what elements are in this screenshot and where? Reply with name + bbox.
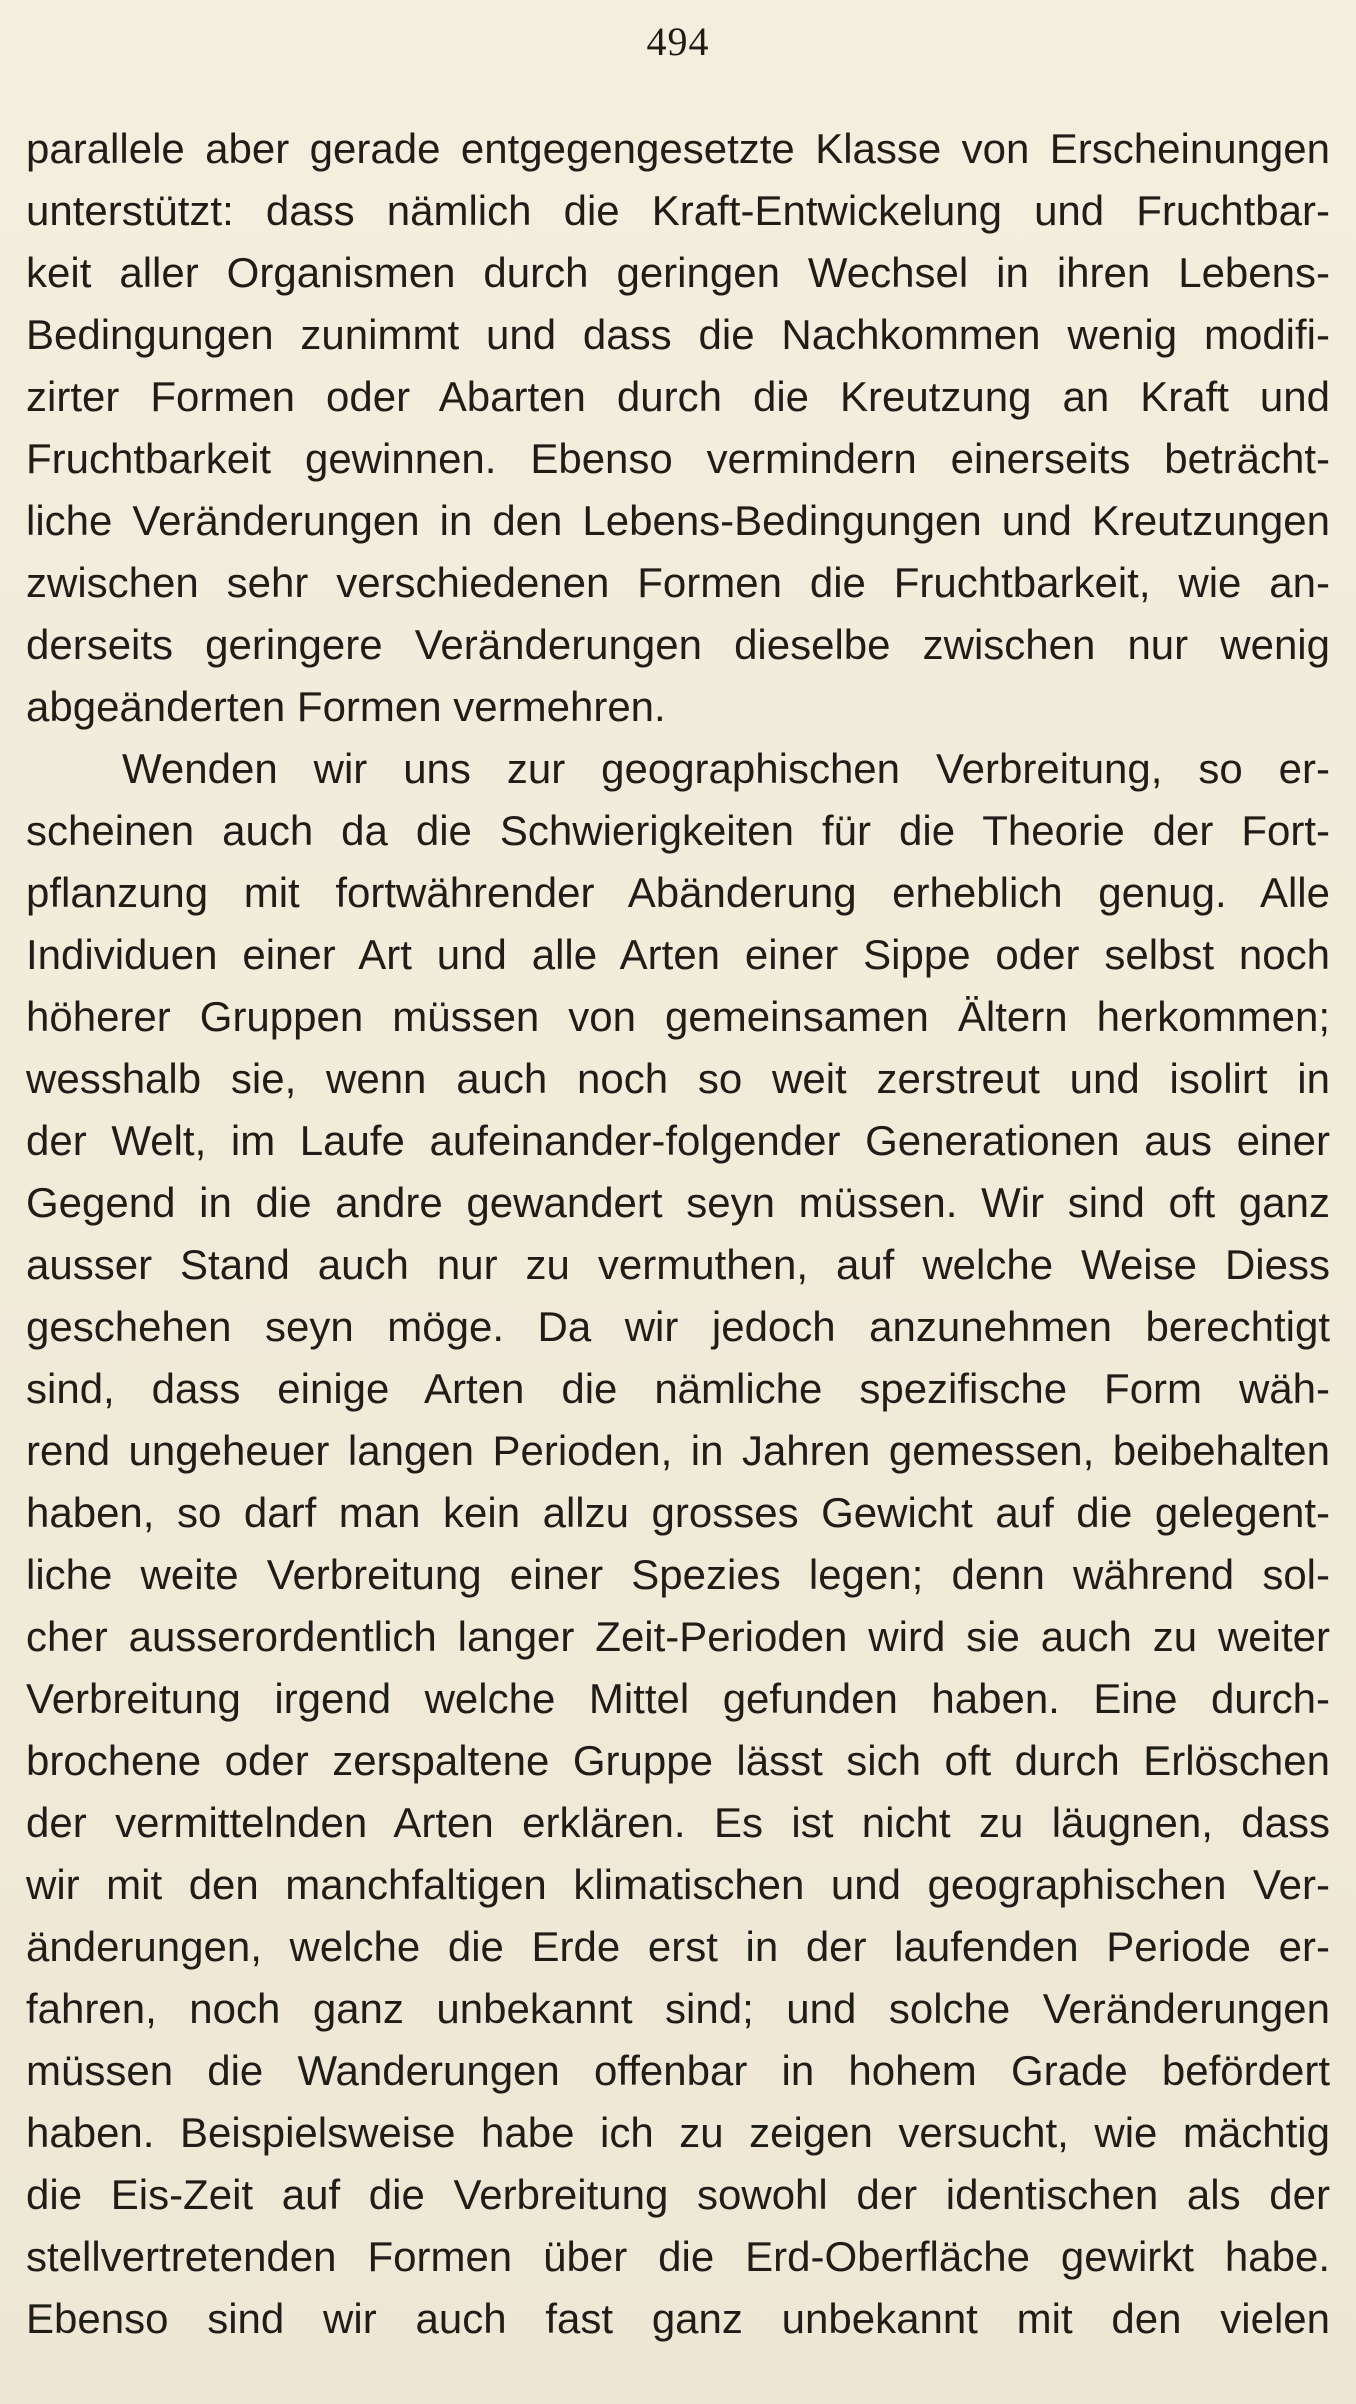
text-line: pflanzung mit fortwährender Abänderung erheblich genug. Alle	[26, 869, 1330, 916]
text-line: brochene oder zerspaltene Gruppe lässt sich oft durch Erlöschen	[26, 1737, 1330, 1784]
text-line: Bedingungen zunimmt und dass die Nachkommen wenig modifi-	[26, 311, 1330, 358]
text-line: Ebenso sind wir auch fast ganz unbekannt mit den vielen	[26, 2295, 1330, 2342]
text-line: derseits geringere Veränderungen dieselbe zwischen nur wenig	[26, 621, 1330, 668]
text-line: zwischen sehr verschiedenen Formen die Fruchtbarkeit, wie an-	[26, 559, 1330, 606]
paragraph-start-line: Wenden wir uns zur geographischen Verbreitung, so er-	[122, 745, 1330, 792]
text-line: der vermittelnden Arten erklären. Es ist nicht zu läugnen, dass	[26, 1799, 1330, 1846]
text-line: wir mit den manchfaltigen klimatischen und geographischen Ver-	[26, 1861, 1330, 1908]
text-line: müssen die Wanderungen offenbar in hohem Grade befördert	[26, 2047, 1330, 2094]
text-line: sind, dass einige Arten die nämliche spezifische Form wäh-	[26, 1365, 1330, 1412]
text-line: haben, so darf man kein allzu grosses Gewicht auf die gelegent-	[26, 1489, 1330, 1536]
text-line: parallele aber gerade entgegengesetzte Klasse von Erscheinungen	[26, 125, 1330, 172]
text-line: scheinen auch da die Schwierigkeiten für die Theorie der Fort-	[26, 807, 1330, 854]
text-line: liche Veränderungen in den Lebens-Bedingungen und Kreutzungen	[26, 497, 1330, 544]
text-line: cher ausserordentlich langer Zeit-Perioden wird sie auch zu weiter	[26, 1613, 1330, 1660]
text-line: rend ungeheuer langen Perioden, in Jahren gemessen, beibehalten	[26, 1427, 1330, 1474]
text-line: liche weite Verbreitung einer Spezies legen; denn während sol-	[26, 1551, 1330, 1598]
text-line: Gegend in die andre gewandert seyn müssen. Wir sind oft ganz	[26, 1179, 1330, 1226]
text-line: der Welt, im Laufe aufeinander-folgender Generationen aus einer	[26, 1117, 1330, 1164]
text-line: fahren, noch ganz unbekannt sind; und solche Veränderungen	[26, 1985, 1330, 2032]
text-line: höherer Gruppen müssen von gemeinsamen Ältern herkommen;	[26, 993, 1330, 1040]
text-line: Fruchtbarkeit gewinnen. Ebenso vermindern einerseits beträcht-	[26, 435, 1330, 482]
text-line: die Eis-Zeit auf die Verbreitung sowohl der identischen als der	[26, 2171, 1330, 2218]
text-line: geschehen seyn möge. Da wir jedoch anzunehmen berechtigt	[26, 1303, 1330, 1350]
text-line: Verbreitung irgend welche Mittel gefunden haben. Eine durch-	[26, 1675, 1330, 1722]
text-line: stellvertretenden Formen über die Erd-Oberfläche gewirkt habe.	[26, 2233, 1330, 2280]
text-line: wesshalb sie, wenn auch noch so weit zerstreut und isolirt in	[26, 1055, 1330, 1102]
text-line: haben. Beispielsweise habe ich zu zeigen versucht, wie mächtig	[26, 2109, 1330, 2156]
text-line: änderungen, welche die Erde erst in der laufenden Periode er-	[26, 1923, 1330, 1970]
text-line: unterstützt: dass nämlich die Kraft-Entwickelung und Fruchtbar-	[26, 187, 1330, 234]
text-line: abgeänderten Formen vermehren.	[26, 683, 666, 730]
text-line: Individuen einer Art und alle Arten einer Sippe oder selbst noch	[26, 931, 1330, 978]
page-number: 494	[646, 19, 710, 64]
text-line: ausser Stand auch nur zu vermuthen, auf welche Weise Diess	[26, 1241, 1330, 1288]
text-line: keit aller Organismen durch geringen Wechsel in ihren Lebens-	[26, 249, 1330, 296]
text-line: zirter Formen oder Abarten durch die Kreutzung an Kraft und	[26, 373, 1330, 420]
body-text	[26, 118, 1330, 2350]
